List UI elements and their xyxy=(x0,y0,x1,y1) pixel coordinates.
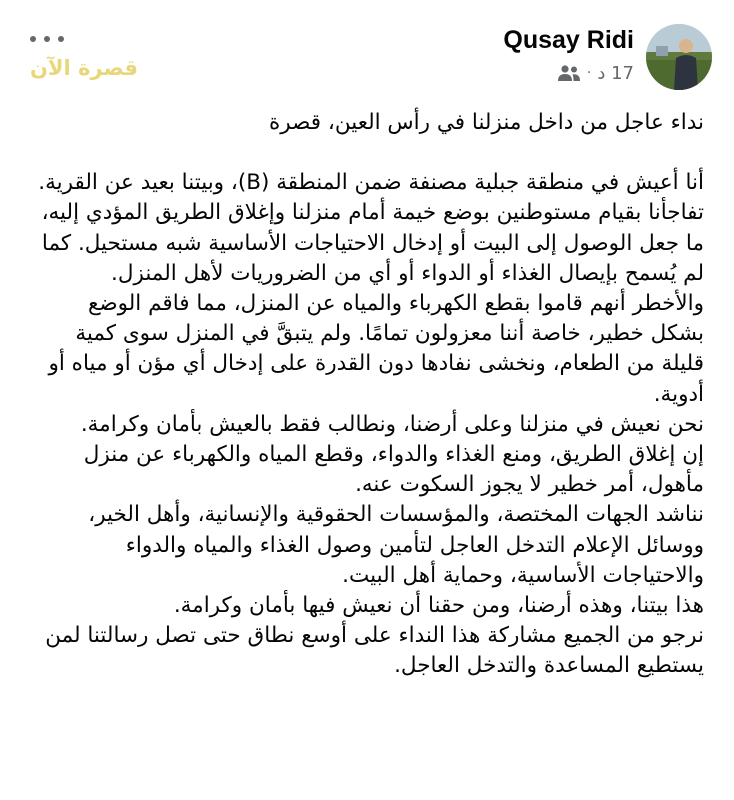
paragraph-7: هذا بيتنا، وهذه أرضنا، ومن حقنا أن نعيش فيها بأمان وكرامة. xyxy=(173,593,704,619)
paragraph-2: تفاجأنا بقيام مستوطنين بوضع خيمة أمام منزلنا وإغلاق الطريق المؤدي إليه، ما جعل الوصول إلى البيت أو إدخال الاحتياجات الأساسية شبه مستحيل. كما لم يُسمح بإيصال الغذاء أو الدواء أو أي من الضروريات لأهل المنزل. xyxy=(41,200,704,286)
paragraph-4: نحن نعيش في منزلنا وعلى أرضنا، ونطالب فقط بالعيش بأمان وكرامة. xyxy=(80,411,704,437)
friends-icon[interactable] xyxy=(557,64,581,82)
post-meta xyxy=(557,62,634,84)
paragraph-8: نرجو من الجميع مشاركة هذا النداء على أوسع نطاق حتى تصل رسالتنا لمن يستطيع المساعدة والتدخل العاجل. xyxy=(45,623,704,679)
paragraph-6: نناشد الجهات المختصة، والمؤسسات الحقوقية والإنسانية، وأهل الخير، ووسائل الإعلام التدخل العاجل لتأمين وصول الغذاء والمياه والدواء والاحتياجات الأساسية، وحماية أهل البيت. xyxy=(88,502,704,588)
more-options-icon[interactable] xyxy=(30,28,64,50)
meta-separator: · xyxy=(586,65,592,81)
post-header xyxy=(0,20,734,92)
post-body xyxy=(36,108,704,682)
paragraph-1: أنا أعيش في منطقة جبلية مصنفة ضمن المنطقة (B)، وبيتنا بعيد عن القرية. xyxy=(38,170,704,196)
author-name[interactable]: Qusay Ridi xyxy=(503,26,634,54)
paragraph-3: والأخطر أنهم قاموا بقطع الكهرباء والمياه عن المنزل، مما فاقم الوضع بشكل خطير، خاصة أننا معزولون تمامًا. ولم يتبقَّ في المنزل سوى كمية قليلة من الطعام، ونخشى نفادها دون القدرة على إدخال أي مؤن أو مياه أو أدوية. xyxy=(48,291,704,407)
paragraph-5: إن إغلاق الطريق، ومنع الغذاء والدواء، وقطع المياه والكهرباء عن منزل مأهول، أمر خطير لا يجوز السكوت عنه. xyxy=(83,442,704,498)
post-time[interactable]: 17 د xyxy=(597,62,634,84)
translate-link[interactable]: قصرة الآن xyxy=(30,56,138,80)
post-title: نداء عاجل من داخل منزلنا في رأس العين، قصرة xyxy=(269,110,704,135)
avatar[interactable] xyxy=(646,24,712,90)
profile-photo-icon xyxy=(646,24,712,90)
